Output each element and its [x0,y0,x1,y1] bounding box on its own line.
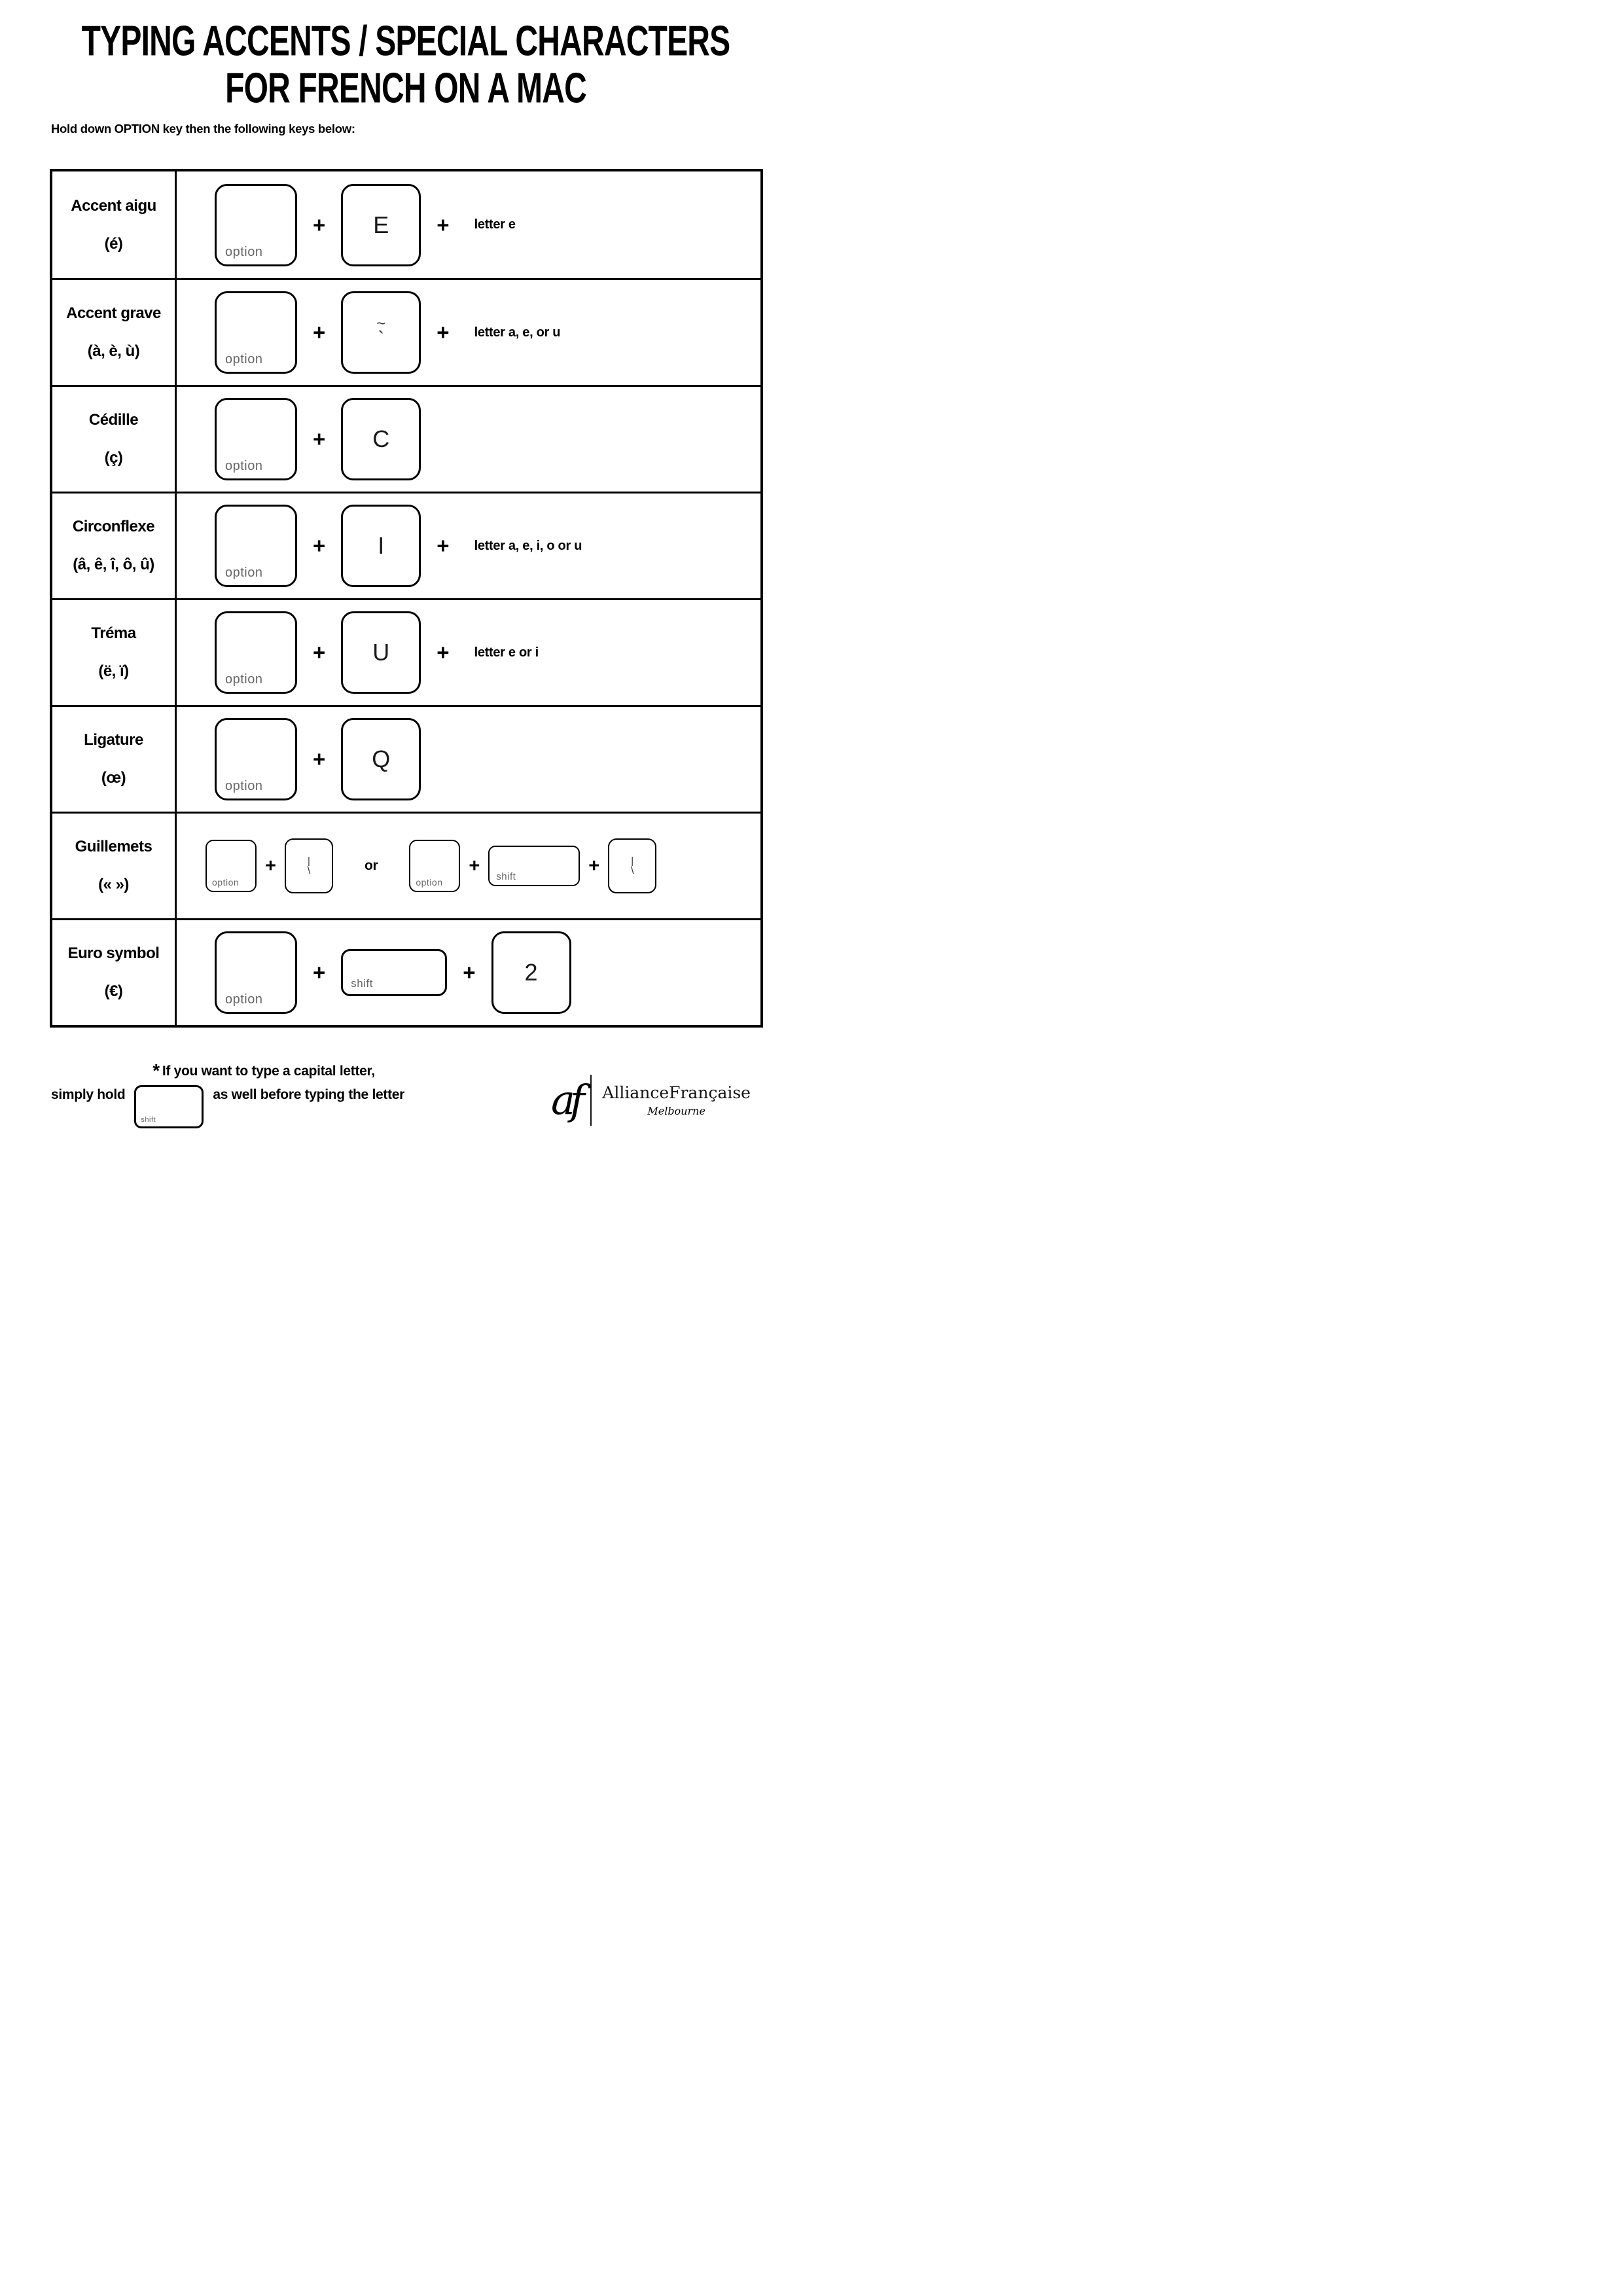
backslash-key-pipe: | [307,855,310,867]
table-row-euro [52,918,760,1025]
plus-sign: + [437,212,450,237]
grave-key [341,291,421,374]
option-key-label: option [225,459,263,473]
row-combo-cell [177,707,760,812]
alliance-francaise-logo [551,1075,751,1126]
option-key-label: option [225,565,263,580]
logo-city: Melbourne [647,1105,705,1117]
letter-hint: letter e [474,217,516,232]
table-row-trema [52,598,760,705]
logo-divider [590,1075,592,1126]
table-row-guillemets [52,812,760,918]
letter-hint: letter e or i [474,645,539,660]
option-key-label: option [225,672,263,687]
q-key-glyph: Q [372,745,391,772]
accent-chars: (é) [104,234,123,253]
option-key [215,398,297,480]
row-combo-cell [177,493,760,598]
accent-chars: (â, ê, î, ô, û) [73,556,154,573]
option-key-label: option [225,352,263,367]
footnote-post-text: as well before typing the letter [213,1087,405,1102]
row-label-cell [52,171,177,278]
two-key-glyph: 2 [524,959,538,986]
plus-sign: + [265,855,276,876]
asterisk: * [152,1060,160,1081]
option-key [215,505,297,587]
letter-hint: letter a, e, i, o or u [474,538,582,553]
accent-chars: (ë, ï) [98,662,129,680]
e-key-glyph: E [373,211,389,238]
option-key [205,840,257,892]
footnote-pre-text: simply hold [51,1087,126,1102]
footnote-line2 [51,1085,476,1128]
or-text: or [364,858,378,873]
u-key-glyph: U [372,639,390,666]
i-key-glyph: I [378,532,385,559]
shift-key-label: shift [351,977,373,990]
shift-key-label: shift [496,871,516,882]
page-title [81,17,730,112]
accent-name: Cédille [88,411,139,429]
accent-name: Ligature [84,731,143,749]
backslash-key-backslash: \ [307,865,311,876]
table-row-accent-grave [52,278,760,385]
logo-text [602,1083,751,1117]
accent-name: Tréma [91,624,136,642]
accent-chars: (« ») [98,876,129,893]
option-key [409,840,460,892]
accent-name: Circonflexe [72,518,155,535]
backslash-key-pipe: | [631,855,634,867]
row-combo-cell [177,280,760,385]
plus-sign: + [313,427,326,451]
q-key [341,718,421,800]
grave-key-backtick: ` [378,328,385,350]
row-combo-cell [177,171,760,278]
two-key [491,931,571,1014]
accent-name: Accent aigu [71,196,156,215]
option-key-label: option [212,877,240,888]
row-label-cell [52,707,177,812]
row-label-cell [52,493,177,598]
footnote-line1 [51,1059,476,1080]
backslash-key [608,838,656,893]
row-combo-cell [177,387,760,492]
row-label-cell [52,280,177,385]
page-title-line2: FOR FRENCH ON A MAC [225,64,586,112]
e-key [341,184,421,266]
shift-key [341,949,447,996]
plus-sign: + [437,640,450,664]
backslash-key-backslash: \ [630,865,634,876]
shift-key [134,1085,204,1128]
row-combo-cell [177,814,760,918]
plus-sign: + [588,855,600,876]
footnote [51,1059,476,1128]
plus-sign: + [313,747,326,771]
i-key [341,505,421,587]
af-logo-mark: af [551,1076,580,1124]
row-combo-cell [177,600,760,705]
logo-name: AllianceFrançaise [602,1083,751,1102]
row-label-cell [52,814,177,918]
accent-name: Accent grave [66,304,161,322]
plus-sign: + [313,533,326,558]
option-key-label: option [225,244,263,259]
shift-key-label: shift [141,1116,156,1124]
table-row-ligature [52,705,760,812]
accent-chars: (ç) [104,449,123,467]
c-key [341,398,421,480]
plus-sign: + [469,855,480,876]
option-key [215,184,297,266]
option-key-label: option [416,877,443,888]
option-key-label: option [225,779,263,793]
footnote-line1-text: If you want to type a capital letter, [162,1064,375,1079]
page-subtitle: Hold down OPTION key then the following keys below: [51,122,355,136]
row-combo-cell [177,920,760,1025]
option-key [215,718,297,800]
plus-sign: + [313,212,326,237]
u-key [341,611,421,694]
accent-name: Guillemets [75,838,152,855]
table-row-accent-aigu [52,171,760,278]
option-key [215,291,297,374]
row-label-cell [52,387,177,492]
accent-chars: (à, è, ù) [87,342,140,360]
grave-key-tilde: ~ [376,315,386,332]
plus-sign: + [313,960,326,984]
option-key-label: option [225,992,263,1007]
c-key-glyph: C [372,425,390,452]
accent-chars: (€) [104,982,123,1000]
accent-name: Euro symbol [67,944,160,962]
table-row-cedille [52,385,760,492]
option-key [215,611,297,694]
row-label-cell [52,600,177,705]
option-key [215,931,297,1014]
backslash-key [285,838,333,893]
plus-sign: + [463,960,476,984]
plus-sign: + [437,533,450,558]
table-row-circonflexe [52,492,760,598]
shift-key [488,846,580,886]
page-title-line1: TYPING ACCENTS / SPECIAL CHARACTERS [81,17,730,65]
plus-sign: + [313,640,326,664]
row-label-cell [52,920,177,1025]
plus-sign: + [437,320,450,344]
plus-sign: + [313,320,326,344]
accent-table [50,169,763,1028]
letter-hint: letter a, e, or u [474,325,561,340]
accent-chars: (œ) [101,769,126,787]
